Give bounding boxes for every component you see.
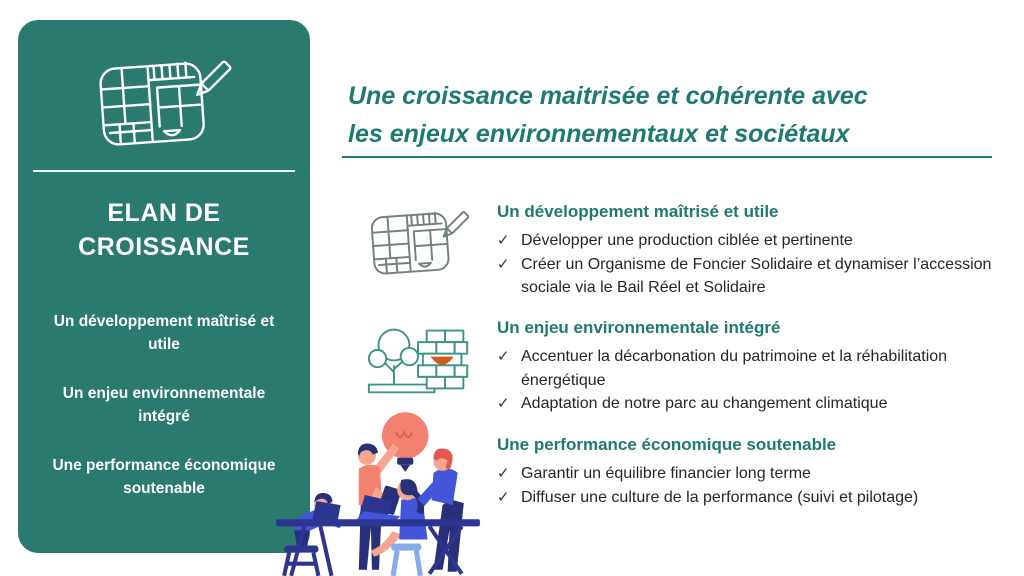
bullet-item (497, 392, 1024, 416)
bullet-text: Développer une production ciblée et pertinente (521, 232, 853, 249)
check-icon: ✓ (497, 465, 510, 482)
sidebar-title: ELAN DE CROISSANCE (78, 199, 250, 261)
city-plan-pencil-icon (340, 201, 497, 283)
sidebar-item-performance: Une performance économique soutenable (52, 457, 276, 497)
bullet-item (497, 462, 1024, 486)
sidebar-item-list (18, 310, 310, 500)
bullet-text: Diffuser une culture de la performance (suivi et pilotage) (521, 488, 919, 506)
page-title-line-1: Une croissance maitrisée et cohérente avec (348, 81, 868, 110)
city-plan-pencil-icon (78, 50, 250, 154)
check-icon: ✓ (497, 255, 510, 273)
city-plan-pencil-icon (367, 201, 471, 283)
check-icon: ✓ (497, 348, 510, 365)
section-environnement (340, 317, 1024, 416)
section-heading-developpement: Un développement maîtrisé et utile (497, 202, 779, 221)
section-heading-performance: Une performance économique soutenable (497, 435, 837, 454)
check-icon: ✓ (497, 488, 510, 506)
check-icon: ✓ (497, 232, 510, 249)
tree-and-bricks-icon (365, 317, 473, 402)
team-collaboration-illustration (274, 402, 488, 576)
bullet-item (497, 229, 1024, 253)
bullet-text: Accentuer la décarbonation du patrimoine et la réhabilitation énergétique (521, 348, 948, 389)
section-heading-environnement: Un enjeu environnementale intégré (497, 318, 781, 337)
city-plan-pencil-icon (78, 50, 250, 154)
bullet-text: Adaptation de notre parc au changement climatique (521, 395, 888, 412)
bullet-item (497, 345, 1024, 392)
section-developpement (340, 201, 1024, 300)
bullet-item (497, 253, 1024, 300)
page-title (348, 77, 1008, 153)
page-title-line-2: les enjeux environnementaux et sociétaux (348, 119, 850, 148)
bullet-text: Garantir un équilibre financier long terme (521, 465, 811, 482)
sidebar-panel (18, 20, 310, 553)
title-divider (342, 156, 992, 158)
bullet-item (497, 486, 1024, 510)
check-icon: ✓ (497, 395, 510, 412)
sidebar-divider (33, 170, 295, 172)
sidebar-item-developpement: Un développement maîtrisé et utile (53, 313, 275, 353)
tree-and-bricks-icon (340, 317, 497, 402)
sidebar-item-environnement: Un enjeu environnementale intégré (62, 385, 266, 425)
bullet-text: Créer un Organisme de Foncier Solidaire et dynamiser l’accession sociale via le Bail Réel et Solidaire (521, 255, 992, 296)
